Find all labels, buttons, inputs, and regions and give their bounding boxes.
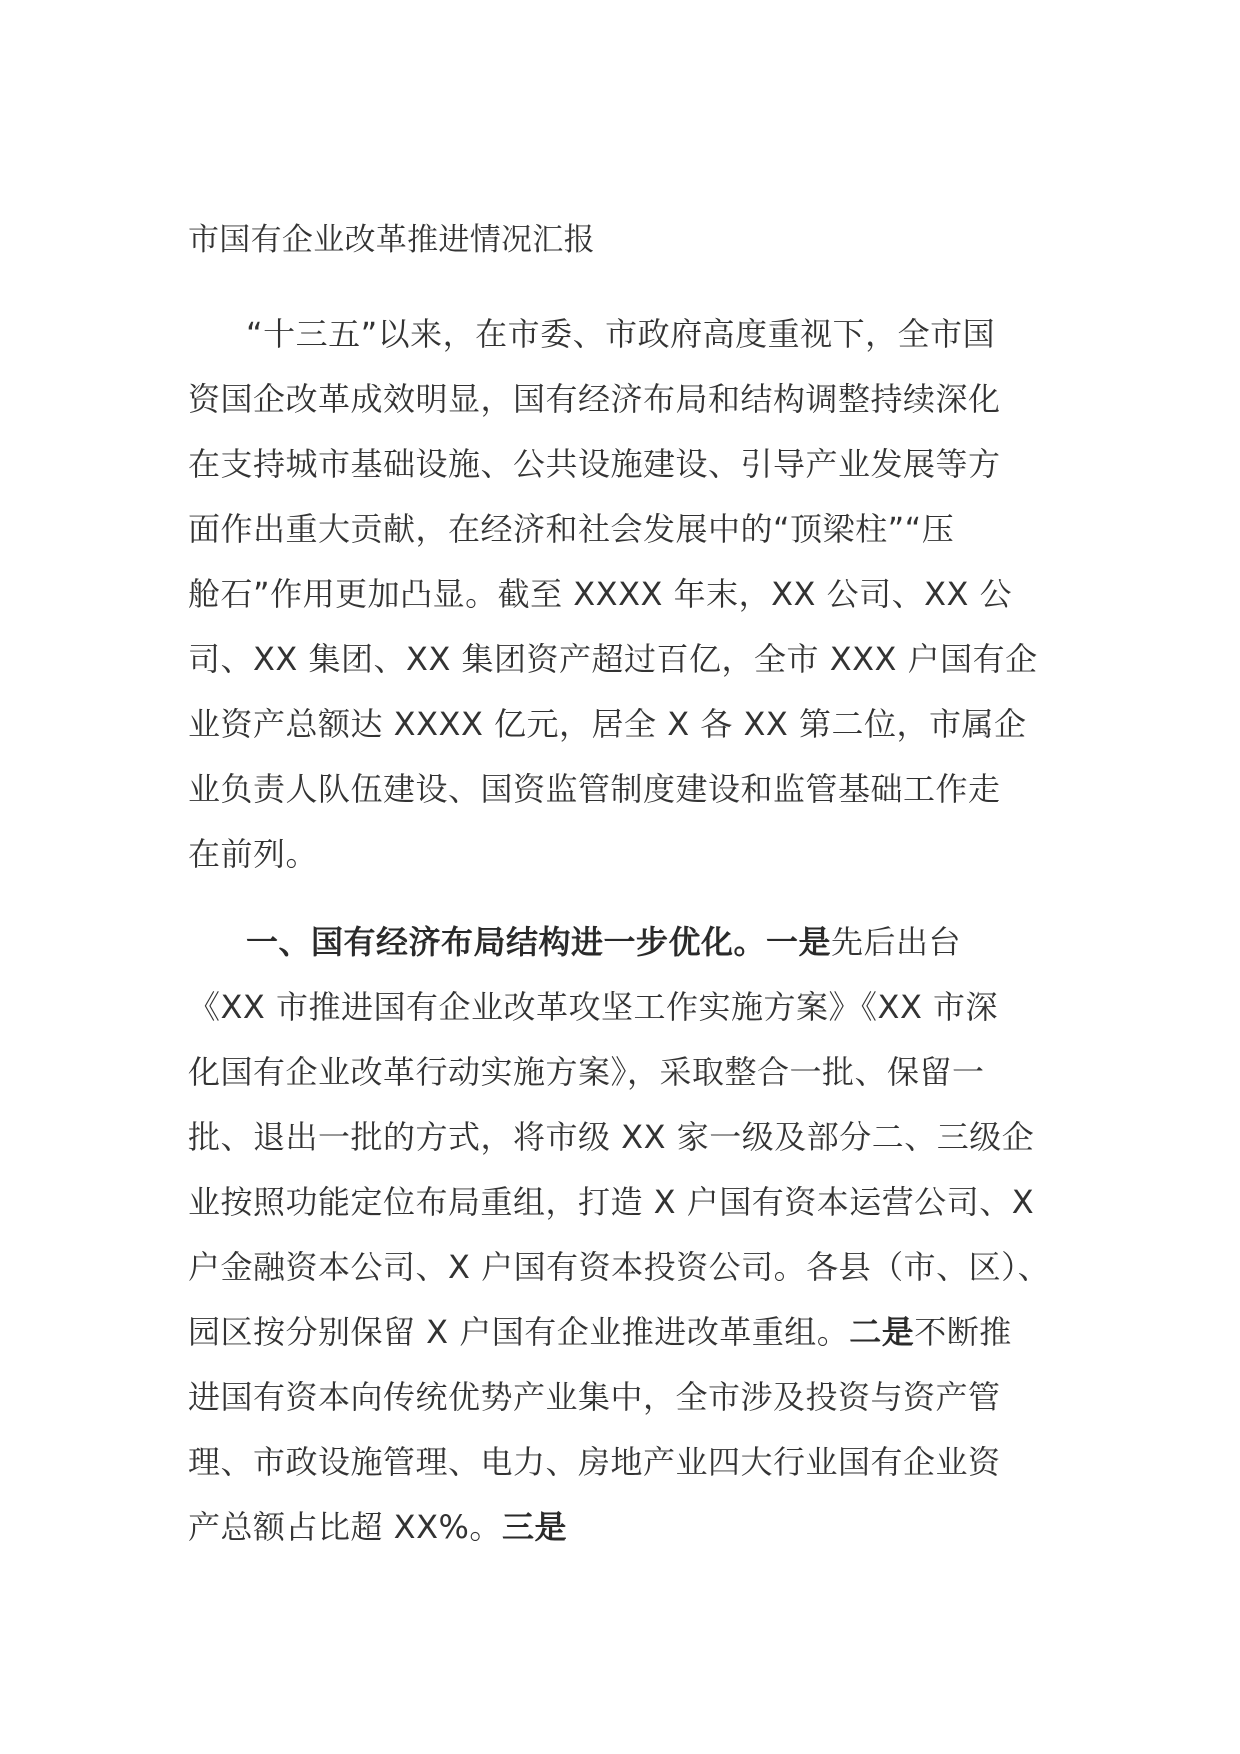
paragraph-line: 业资产总额达 XXXX 亿元，居全 X 各 XX 第二位，市属企 <box>188 705 1027 743</box>
paragraph-line: 业按照功能定位布局重组，打造 X 户国有资本运营公司、X <box>188 1183 1035 1221</box>
paragraph-line: 进国有资本向传统优势产业集中，全市涉及投资与资产管 <box>188 1378 1001 1416</box>
paragraph-line: 批、退出一批的方式，将市级 XX 家一级及部分二、三级企 <box>188 1118 1035 1156</box>
paragraph-line: 面作出重大贡献，在经济和社会发展中的“顶梁柱”“压 <box>188 510 955 548</box>
paragraph-line: 舱石”作用更加凸显。截至 XXXX 年末，XX 公司、XX 公 <box>188 575 1013 613</box>
paragraph-line: 在前列。 <box>188 835 319 873</box>
paragraph-line: “十三五”以来，在市委、市政府高度重视下，全市国 <box>246 315 996 353</box>
intro-paragraph <box>188 302 1058 887</box>
paragraph-line: 化国有企业改革行动实施方案》，采取整合一批、保留一 <box>188 1053 985 1091</box>
paragraph-text: 先后出台 <box>831 923 962 961</box>
paragraph-line: 《XX 市推进国有企业改革攻坚工作实施方案》《XX 市深 <box>188 988 999 1026</box>
paragraph-text: 不断推 <box>914 1313 1012 1351</box>
point-marker: 二是 <box>849 1313 915 1351</box>
paragraph-line: 户金融资本公司、X 户国有资本投资公司。各县（市、区）、 <box>188 1248 1051 1286</box>
paragraph-line: 业负责人队伍建设、国资监管制度建设和监管基础工作走 <box>188 770 1001 808</box>
section-heading: 一、国有经济布局结构进一步优化。 <box>246 923 767 961</box>
paragraph-line: 理、市政设施管理、电力、房地产业四大行业国有企业资 <box>188 1443 1001 1481</box>
paragraph-text: 产总额占比超 XX%。 <box>188 1508 502 1546</box>
paragraph-line: 司、XX 集团、XX 集团资产超过百亿，全市 XXX 户国有企 <box>188 640 1038 678</box>
paragraph-line <box>188 1495 1058 1560</box>
paragraph-line <box>188 910 1058 975</box>
paragraph-line: 资国企改革成效明显，国有经济布局和结构调整持续深化 <box>188 380 1001 418</box>
paragraph-line <box>188 1300 1058 1365</box>
paragraph-line: 在支持城市基础设施、公共设施建设、引导产业发展等方 <box>188 445 1001 483</box>
section-one-paragraph <box>188 910 1058 1560</box>
point-marker: 一是 <box>766 923 832 961</box>
paragraph-text: 园区按分别保留 X 户国有企业推进改革重组。 <box>188 1313 850 1351</box>
document-title: 市国有企业改革推进情况汇报 <box>188 222 595 258</box>
point-marker: 三是 <box>501 1508 567 1546</box>
